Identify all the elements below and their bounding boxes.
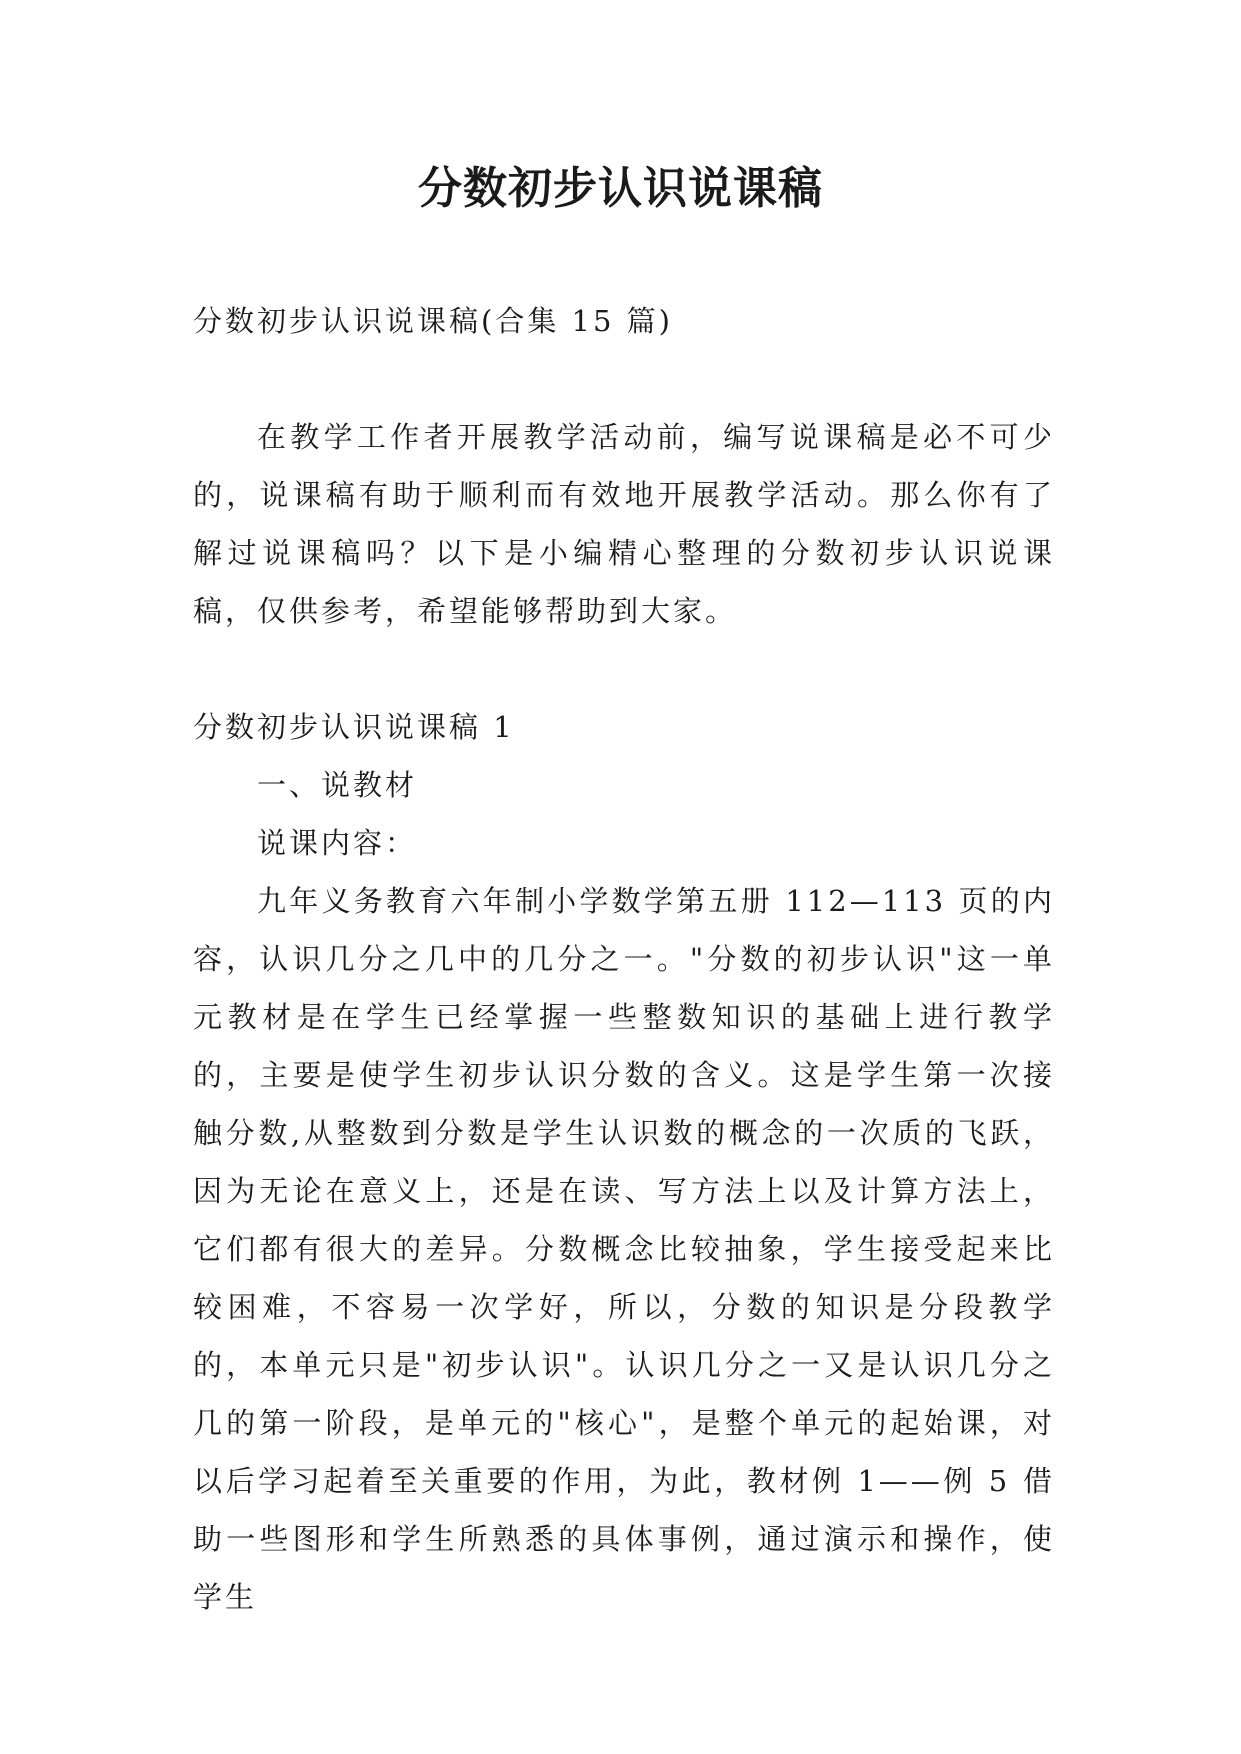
document-title: 分数初步认识说课稿 — [418, 163, 823, 214]
body-paragraph: 九年义务教育六年制小学数学第五册 112—113 页的内容，认识几分之几中的几分之一。"分数的初步认识"这一单元教材是在学生已经掌握一些整数知识的基础上进行教学的，主要是使学生初步认识分数的含义。这是学生第一次接触分数,从整数到分数是学生认识数的概念的一次质的飞跃，因为无论在意义上，还是在读、写方法上以及计算方法上，它们都有很大的差异。分数概念比较抽象，学生接受起来比较困难，不容易一次学好，所以，分数的知识是分段教学的，本单元只是"初步认识"。认识几分之一又是认识几分之几的第一阶段，是单元的"核心"，是整个单元的起始课，对以后学习起着至关重要的作用，为此，教材例 1——例 5 借助一些图形和学生所熟悉的具体事例，通过演示和操作，使学生 — [193, 884, 1055, 1614]
document-subtitle: 分数初步认识说课稿(合集 15 篇) — [193, 304, 673, 338]
intro-paragraph: 在教学工作者开展教学活动前，编写说课稿是必不可少的，说课稿有助于顺利而有效地开展教学活动。那么你有了解过说课稿吗？以下是小编精心整理的分数初步认识说课稿，仅供参考，希望能够帮助到大家。 — [193, 420, 1055, 628]
part-heading: 一、说教材 — [257, 768, 418, 802]
section-heading: 分数初步认识说课稿 1 — [193, 710, 515, 744]
document-body — [193, 292, 1055, 1626]
content-label: 说课内容： — [257, 826, 418, 860]
